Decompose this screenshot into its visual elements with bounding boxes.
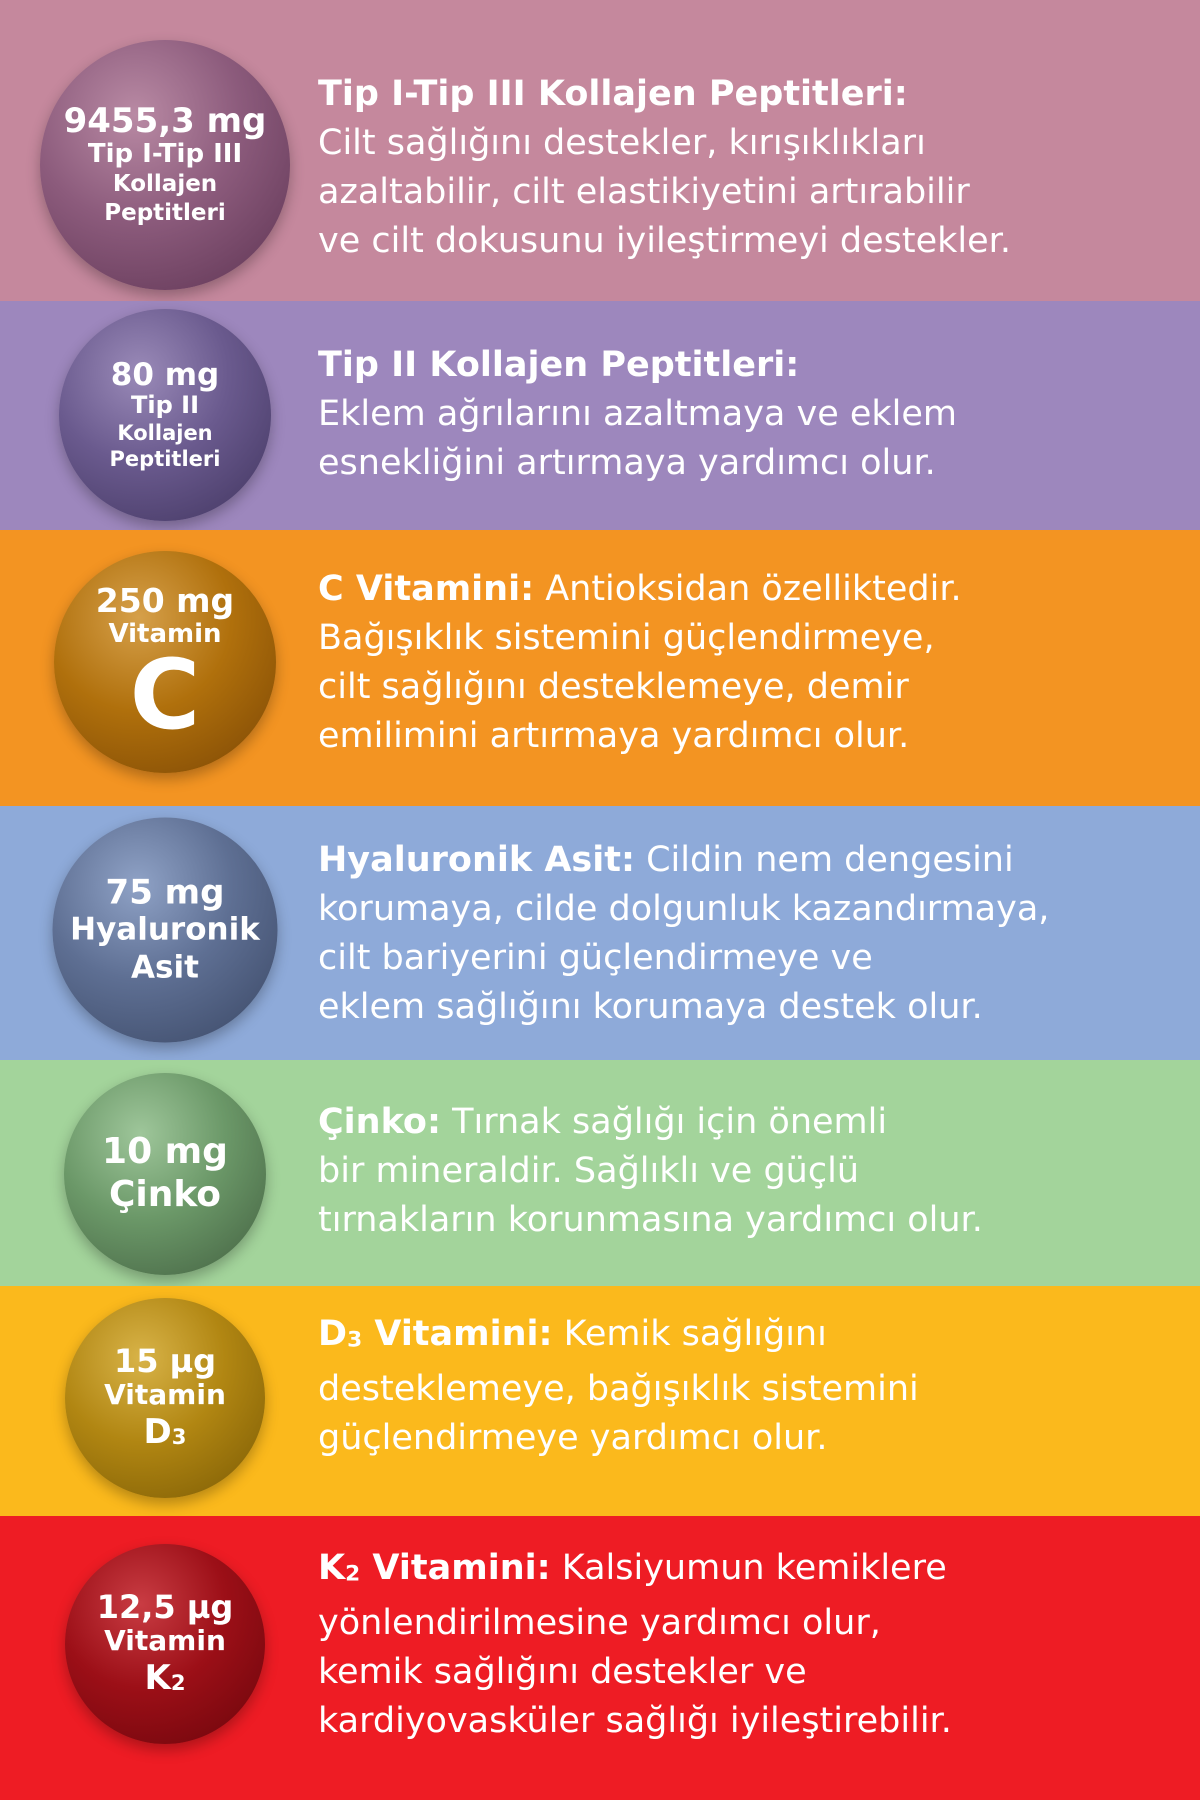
section-vitamin-d3	[0, 1286, 1200, 1516]
badge-letter: C	[129, 638, 201, 751]
section-heading: $K_2$ Vitamini:	[318, 1548, 551, 1588]
badge-collagen-type2	[59, 309, 271, 521]
badge-vitamin-k2	[65, 1544, 265, 1744]
badge-label: Vitamin	[104, 1378, 226, 1412]
description-line: Bağışıklık sistemini güçlendirmeye,	[318, 618, 935, 658]
section-hyaluronic-acid	[0, 806, 1200, 1060]
section-vitamin-k2	[0, 1516, 1200, 1800]
badge-amount: 250 mg	[95, 580, 235, 620]
description-line: korumaya, cilde dolgunluk kazandırmaya,	[318, 889, 1050, 929]
description-line: kemik sağlığını destekler ve	[318, 1651, 807, 1692]
description-line: tırnakların korunmasına yardımcı olur.	[318, 1200, 983, 1240]
description-line: Tırnak sağlığı için önemli	[440, 1102, 888, 1142]
description-line: güçlendirmeye yardımcı olur.	[318, 1417, 828, 1458]
badge-amount: 10 mg	[102, 1131, 228, 1173]
badge-letter: $D_3$	[143, 1411, 187, 1452]
description-line: cilt sağlığını desteklemeye, demir	[318, 667, 909, 707]
badge-label: Vitamin	[108, 618, 222, 649]
badge-vitamin-c	[54, 551, 276, 773]
description-line: eklem sağlığını korumaya destek olur.	[318, 987, 983, 1027]
description-line: Eklem ağrılarını azaltmaya ve eklem	[318, 394, 958, 434]
description-vitamin-c	[318, 565, 1178, 761]
description-line: Cildin nem dengesini	[634, 840, 1014, 880]
badge-label: Peptitleri	[104, 199, 226, 226]
description-line: esnekliğini artırmaya yardımcı olur.	[318, 443, 936, 483]
description-line: azaltabilir, cilt elastikiyetini artırabilir	[318, 172, 970, 212]
description-collagen-type1-3	[318, 70, 1178, 266]
description-zinc	[318, 1098, 1178, 1245]
section-collagen-type1-3	[0, 0, 1200, 301]
description-line: cilt bariyerini güçlendirmeye ve	[318, 938, 873, 978]
section-heading: C Vitamini:	[318, 569, 535, 609]
description-vitamin-d3	[318, 1310, 1178, 1463]
description-line: yönlendirilmesine yardımcı olur,	[318, 1602, 881, 1643]
description-line: bir mineraldir. Sağlıklı ve güçlü	[318, 1151, 860, 1191]
badge-label: Peptitleri	[109, 447, 221, 472]
badge-label: Asit	[131, 949, 199, 986]
section-zinc	[0, 1060, 1200, 1286]
badge-label: Tip I-Tip III	[87, 139, 243, 170]
description-line: desteklemeye, bağışıklık sistemini	[318, 1368, 919, 1409]
badge-zinc	[64, 1073, 266, 1275]
section-heading: Çinko:	[318, 1102, 441, 1142]
description-line: Kalsiyumun kemiklere	[550, 1548, 947, 1588]
description-line: Cilt sağlığını destekler, kırışıklıkları	[318, 123, 926, 163]
badge-amount: 75 mg	[105, 872, 225, 913]
description-line: Kemik sağlığını	[552, 1314, 827, 1354]
description-vitamin-k2	[318, 1544, 1178, 1746]
section-heading: Tip II Kollajen Peptitleri:	[318, 345, 800, 385]
badge-amount: 9455,3 mg	[63, 101, 267, 142]
badge-label: Tip II	[131, 391, 199, 420]
badge-hyaluronic-acid	[53, 818, 278, 1043]
badge-vitamin-d3	[65, 1298, 265, 1498]
badge-collagen-type1-3	[40, 40, 290, 290]
badge-label: Çinko	[108, 1173, 222, 1215]
section-heading: Hyaluronik Asit:	[318, 840, 635, 880]
section-collagen-type2	[0, 301, 1200, 530]
badge-amount: 15 µg	[113, 1341, 217, 1380]
description-hyaluronic-acid	[318, 836, 1178, 1032]
badge-label: Hyaluronik	[70, 911, 260, 948]
badge-amount: 12,5 µg	[96, 1587, 234, 1626]
description-line: Antioksidan özelliktedir.	[534, 569, 962, 609]
section-heading: Tip I-Tip III Kollajen Peptitleri:	[318, 74, 908, 114]
section-heading: $D_3$ Vitamini:	[318, 1314, 553, 1354]
description-line: emilimini artırmaya yardımcı olur.	[318, 716, 910, 756]
badge-letter: $K_2$	[144, 1657, 186, 1698]
badge-label: Kollajen	[112, 171, 218, 198]
badge-label: Vitamin	[104, 1624, 226, 1658]
badge-label: Kollajen	[117, 420, 213, 445]
description-line: ve cilt dokusunu iyileştirmeyi destekler.	[318, 221, 1011, 261]
description-collagen-type2	[318, 341, 1178, 488]
description-line: kardiyovasküler sağlığı iyileştirebilir.	[318, 1700, 952, 1741]
badge-amount: 80 mg	[110, 356, 220, 393]
section-vitamin-c	[0, 530, 1200, 806]
